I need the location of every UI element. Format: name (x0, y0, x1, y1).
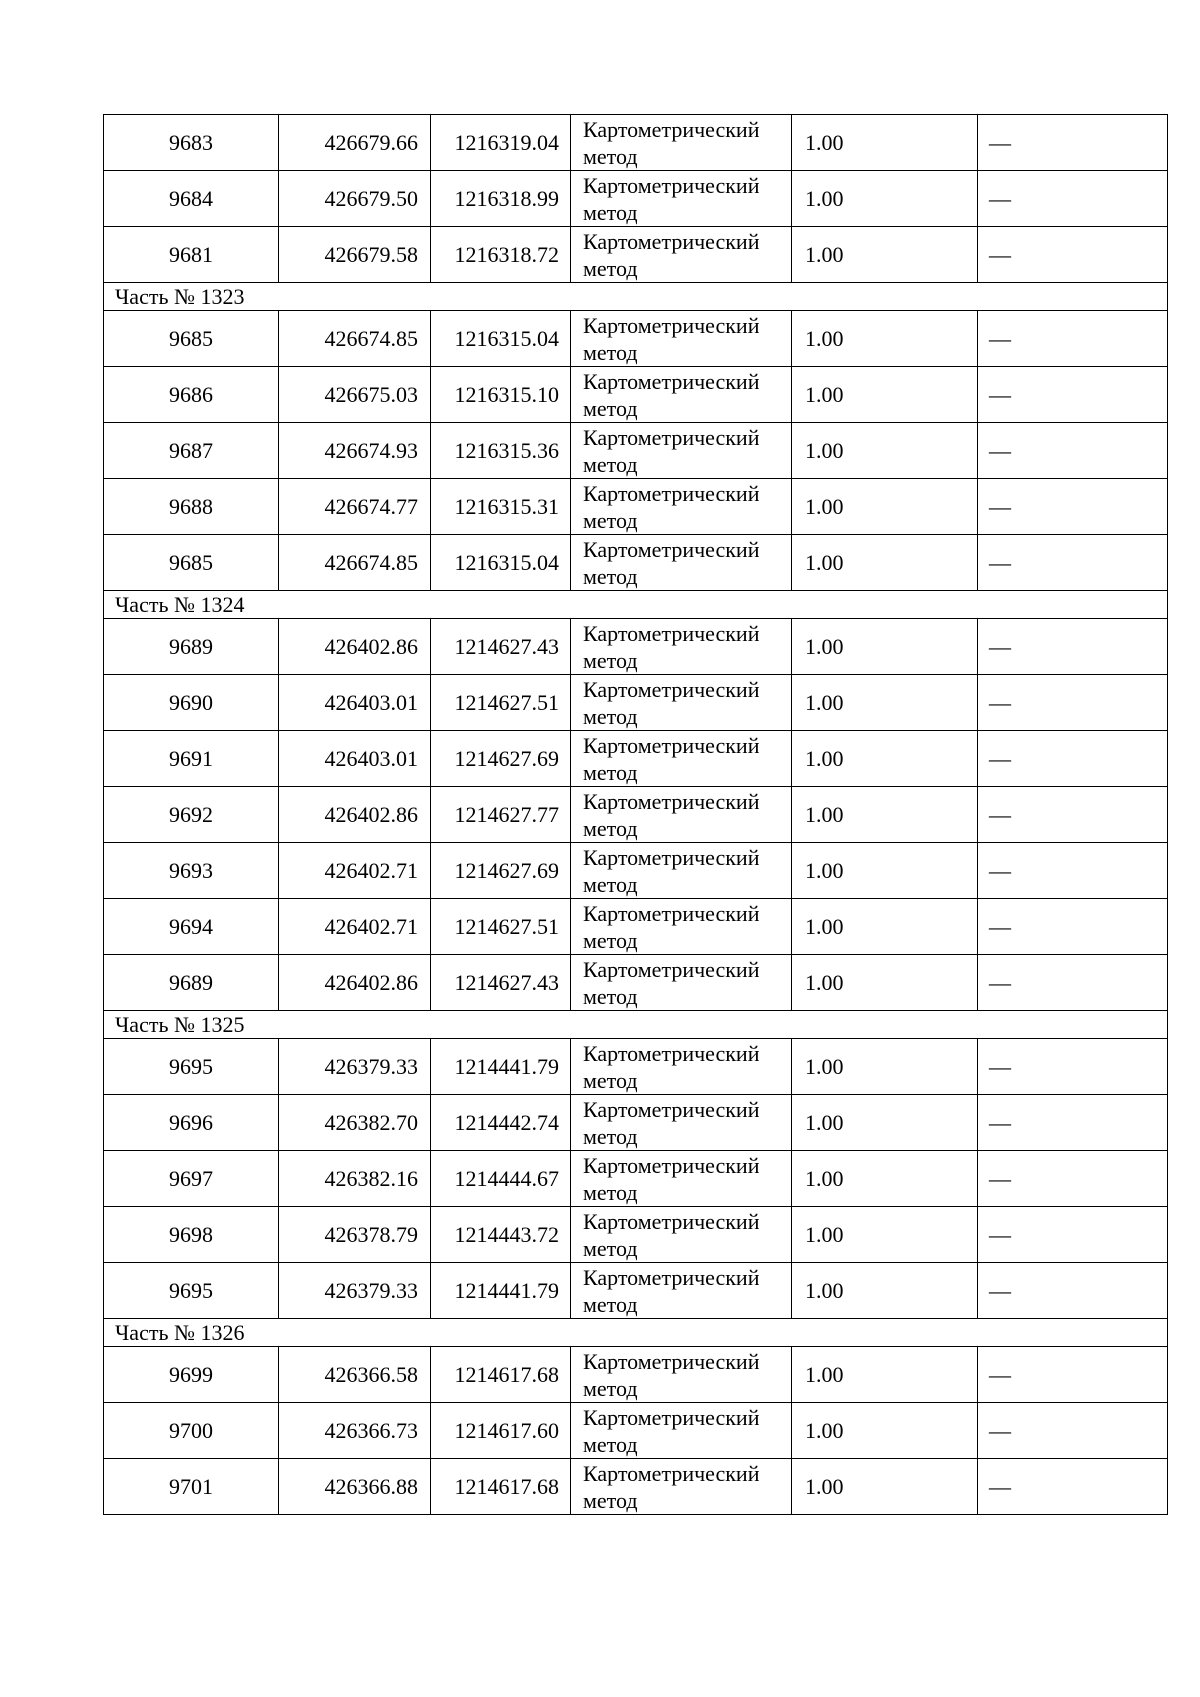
coordinates-table (103, 114, 1168, 1515)
point-number-cell: 9698 (104, 1207, 279, 1263)
accuracy-cell: 1.00 (792, 955, 978, 1011)
table-row (104, 1263, 1168, 1319)
method-cell (571, 1263, 792, 1319)
note-cell (978, 1151, 1168, 1207)
accuracy-cell: 1.00 (792, 479, 978, 535)
table-row (104, 311, 1168, 367)
point-number-cell: 9691 (104, 731, 279, 787)
accuracy-cell: 1.00 (792, 1403, 978, 1459)
table-row (104, 535, 1168, 591)
table-row (104, 843, 1168, 899)
table-row (104, 675, 1168, 731)
accuracy-cell: 1.00 (792, 115, 978, 171)
method-text-line-2: метод (583, 1291, 638, 1317)
method-text-line-2: метод (583, 507, 638, 533)
note-dash: — (989, 1277, 1011, 1303)
x-coordinate-cell: 426674.77 (279, 479, 431, 535)
x-coordinate-cell: 426674.85 (279, 311, 431, 367)
accuracy-cell: 1.00 (792, 619, 978, 675)
x-coordinate-cell: 426675.03 (279, 367, 431, 423)
x-coordinate-cell: 426403.01 (279, 731, 431, 787)
accuracy-cell: 1.00 (792, 1263, 978, 1319)
note-cell (978, 115, 1168, 171)
y-coordinate-cell: 1214617.68 (431, 1347, 571, 1403)
method-cell (571, 675, 792, 731)
method-cell (571, 1347, 792, 1403)
point-number-cell: 9695 (104, 1263, 279, 1319)
method-cell (571, 479, 792, 535)
note-cell (978, 1459, 1168, 1515)
section-label: Часть № 1324 (104, 591, 1168, 619)
method-text-line-1: Картометрический (583, 956, 760, 982)
accuracy-cell: 1.00 (792, 423, 978, 479)
table-row (104, 619, 1168, 675)
y-coordinate-cell: 1214443.72 (431, 1207, 571, 1263)
method-cell (571, 227, 792, 283)
table-row (104, 955, 1168, 1011)
method-text-line-1: Картометрический (583, 536, 760, 562)
point-number-cell: 9684 (104, 171, 279, 227)
method-text-line-2: метод (583, 143, 638, 169)
y-coordinate-cell: 1216318.72 (431, 227, 571, 283)
method-cell (571, 787, 792, 843)
method-text-line-1: Картометрический (583, 620, 760, 646)
method-cell (571, 955, 792, 1011)
method-cell (571, 367, 792, 423)
method-text-line-1: Картометрический (583, 1264, 760, 1290)
point-number-cell: 9694 (104, 899, 279, 955)
accuracy-cell: 1.00 (792, 731, 978, 787)
method-text-line-1: Картометрический (583, 228, 760, 254)
point-number-cell: 9689 (104, 955, 279, 1011)
note-dash: — (989, 689, 1011, 715)
point-number-cell: 9695 (104, 1039, 279, 1095)
method-cell (571, 1095, 792, 1151)
note-dash: — (989, 913, 1011, 939)
y-coordinate-cell: 1214444.67 (431, 1151, 571, 1207)
method-text-line-2: метод (583, 983, 638, 1009)
method-text-line-2: метод (583, 563, 638, 589)
note-cell (978, 1095, 1168, 1151)
note-cell (978, 171, 1168, 227)
point-number-cell: 9699 (104, 1347, 279, 1403)
method-text-line-1: Картометрический (583, 116, 760, 142)
table-row (104, 115, 1168, 171)
method-text-line-1: Картометрический (583, 676, 760, 702)
note-cell (978, 227, 1168, 283)
point-number-cell: 9692 (104, 787, 279, 843)
y-coordinate-cell: 1214627.43 (431, 619, 571, 675)
method-text-line-1: Картометрический (583, 900, 760, 926)
point-number-cell: 9697 (104, 1151, 279, 1207)
accuracy-cell: 1.00 (792, 1459, 978, 1515)
method-cell (571, 115, 792, 171)
note-cell (978, 1039, 1168, 1095)
method-text-line-1: Картометрический (583, 732, 760, 758)
x-coordinate-cell: 426366.88 (279, 1459, 431, 1515)
table-row (104, 1459, 1168, 1515)
accuracy-cell: 1.00 (792, 843, 978, 899)
section-label: Часть № 1325 (104, 1011, 1168, 1039)
note-dash: — (989, 1473, 1011, 1499)
method-text-line-1: Картометрический (583, 312, 760, 338)
method-text-line-2: метод (583, 927, 638, 953)
accuracy-cell: 1.00 (792, 535, 978, 591)
note-cell (978, 731, 1168, 787)
method-cell (571, 311, 792, 367)
x-coordinate-cell: 426402.86 (279, 619, 431, 675)
note-dash: — (989, 1221, 1011, 1247)
note-dash: — (989, 381, 1011, 407)
table-row (104, 479, 1168, 535)
section-header-row (104, 1319, 1168, 1347)
accuracy-cell: 1.00 (792, 1095, 978, 1151)
x-coordinate-cell: 426679.58 (279, 227, 431, 283)
method-cell (571, 619, 792, 675)
method-text-line-1: Картометрический (583, 1404, 760, 1430)
note-cell (978, 367, 1168, 423)
point-number-cell: 9696 (104, 1095, 279, 1151)
x-coordinate-cell: 426402.71 (279, 899, 431, 955)
method-text-line-1: Картометрический (583, 1460, 760, 1486)
table-row (104, 1347, 1168, 1403)
method-cell (571, 843, 792, 899)
note-cell (978, 843, 1168, 899)
section-label: Часть № 1326 (104, 1319, 1168, 1347)
method-text-line-2: метод (583, 703, 638, 729)
method-text-line-2: метод (583, 451, 638, 477)
section-label: Часть № 1323 (104, 283, 1168, 311)
y-coordinate-cell: 1214617.68 (431, 1459, 571, 1515)
x-coordinate-cell: 426674.85 (279, 535, 431, 591)
note-dash: — (989, 1053, 1011, 1079)
method-cell (571, 171, 792, 227)
x-coordinate-cell: 426379.33 (279, 1263, 431, 1319)
method-cell (571, 899, 792, 955)
y-coordinate-cell: 1216315.31 (431, 479, 571, 535)
method-cell (571, 731, 792, 787)
note-dash: — (989, 185, 1011, 211)
accuracy-cell: 1.00 (792, 675, 978, 731)
table-row (104, 899, 1168, 955)
x-coordinate-cell: 426679.66 (279, 115, 431, 171)
point-number-cell: 9690 (104, 675, 279, 731)
table-row (104, 1403, 1168, 1459)
note-dash: — (989, 745, 1011, 771)
point-number-cell: 9683 (104, 115, 279, 171)
note-dash: — (989, 857, 1011, 883)
note-dash: — (989, 241, 1011, 267)
method-text-line-1: Картометрический (583, 480, 760, 506)
x-coordinate-cell: 426366.73 (279, 1403, 431, 1459)
table-row (104, 787, 1168, 843)
method-cell (571, 1039, 792, 1095)
x-coordinate-cell: 426382.16 (279, 1151, 431, 1207)
note-dash: — (989, 1109, 1011, 1135)
note-cell (978, 423, 1168, 479)
y-coordinate-cell: 1214627.51 (431, 899, 571, 955)
accuracy-cell: 1.00 (792, 899, 978, 955)
table-row (104, 1207, 1168, 1263)
note-dash: — (989, 129, 1011, 155)
note-dash: — (989, 1165, 1011, 1191)
note-dash: — (989, 437, 1011, 463)
point-number-cell: 9693 (104, 843, 279, 899)
method-cell (571, 1151, 792, 1207)
note-dash: — (989, 1361, 1011, 1387)
method-text-line-2: метод (583, 871, 638, 897)
method-text-line-1: Картометрический (583, 424, 760, 450)
table-row (104, 1039, 1168, 1095)
method-text-line-1: Картометрический (583, 368, 760, 394)
method-text-line-1: Картометрический (583, 1208, 760, 1234)
point-number-cell: 9688 (104, 479, 279, 535)
table-row (104, 731, 1168, 787)
x-coordinate-cell: 426679.50 (279, 171, 431, 227)
point-number-cell: 9685 (104, 535, 279, 591)
note-dash: — (989, 325, 1011, 351)
point-number-cell: 9685 (104, 311, 279, 367)
method-text-line-2: метод (583, 1067, 638, 1093)
method-text-line-2: метод (583, 1235, 638, 1261)
method-text-line-2: метод (583, 815, 638, 841)
table-row (104, 171, 1168, 227)
y-coordinate-cell: 1214627.43 (431, 955, 571, 1011)
method-text-line-1: Картометрический (583, 1348, 760, 1374)
x-coordinate-cell: 426379.33 (279, 1039, 431, 1095)
y-coordinate-cell: 1214627.51 (431, 675, 571, 731)
method-text-line-2: метод (583, 255, 638, 281)
method-text-line-2: метод (583, 1123, 638, 1149)
note-cell (978, 1263, 1168, 1319)
method-text-line-2: метод (583, 1375, 638, 1401)
x-coordinate-cell: 426378.79 (279, 1207, 431, 1263)
method-text-line-1: Картометрический (583, 1152, 760, 1178)
table-row (104, 1095, 1168, 1151)
y-coordinate-cell: 1214627.77 (431, 787, 571, 843)
y-coordinate-cell: 1214617.60 (431, 1403, 571, 1459)
x-coordinate-cell: 426366.58 (279, 1347, 431, 1403)
x-coordinate-cell: 426674.93 (279, 423, 431, 479)
note-cell (978, 1347, 1168, 1403)
method-cell (571, 1459, 792, 1515)
section-header-row (104, 591, 1168, 619)
x-coordinate-cell: 426403.01 (279, 675, 431, 731)
y-coordinate-cell: 1214627.69 (431, 731, 571, 787)
method-text-line-2: метод (583, 395, 638, 421)
accuracy-cell: 1.00 (792, 367, 978, 423)
note-cell (978, 619, 1168, 675)
accuracy-cell: 1.00 (792, 787, 978, 843)
point-number-cell: 9681 (104, 227, 279, 283)
note-cell (978, 955, 1168, 1011)
method-text-line-1: Картометрический (583, 1096, 760, 1122)
point-number-cell: 9689 (104, 619, 279, 675)
method-text-line-1: Картометрический (583, 844, 760, 870)
note-dash: — (989, 1417, 1011, 1443)
note-cell (978, 535, 1168, 591)
point-number-cell: 9686 (104, 367, 279, 423)
method-text-line-2: метод (583, 1431, 638, 1457)
method-cell (571, 423, 792, 479)
note-dash: — (989, 493, 1011, 519)
accuracy-cell: 1.00 (792, 1151, 978, 1207)
y-coordinate-cell: 1214627.69 (431, 843, 571, 899)
table-row (104, 1151, 1168, 1207)
y-coordinate-cell: 1214441.79 (431, 1263, 571, 1319)
point-number-cell: 9701 (104, 1459, 279, 1515)
y-coordinate-cell: 1216315.04 (431, 535, 571, 591)
method-text-line-2: метод (583, 1179, 638, 1205)
section-header-row (104, 1011, 1168, 1039)
note-cell (978, 1403, 1168, 1459)
method-text-line-2: метод (583, 647, 638, 673)
table-row (104, 423, 1168, 479)
method-cell (571, 535, 792, 591)
accuracy-cell: 1.00 (792, 1347, 978, 1403)
accuracy-cell: 1.00 (792, 1039, 978, 1095)
y-coordinate-cell: 1214442.74 (431, 1095, 571, 1151)
note-cell (978, 311, 1168, 367)
method-text-line-1: Картометрический (583, 172, 760, 198)
x-coordinate-cell: 426382.70 (279, 1095, 431, 1151)
method-text-line-2: метод (583, 1487, 638, 1513)
accuracy-cell: 1.00 (792, 227, 978, 283)
note-cell (978, 899, 1168, 955)
y-coordinate-cell: 1216315.10 (431, 367, 571, 423)
note-cell (978, 787, 1168, 843)
point-number-cell: 9700 (104, 1403, 279, 1459)
method-text-line-2: метод (583, 199, 638, 225)
note-dash: — (989, 969, 1011, 995)
section-header-row (104, 283, 1168, 311)
method-text-line-1: Картометрический (583, 788, 760, 814)
y-coordinate-cell: 1216319.04 (431, 115, 571, 171)
note-cell (978, 1207, 1168, 1263)
table-row (104, 367, 1168, 423)
method-cell (571, 1403, 792, 1459)
y-coordinate-cell: 1216315.04 (431, 311, 571, 367)
note-dash: — (989, 801, 1011, 827)
accuracy-cell: 1.00 (792, 1207, 978, 1263)
note-dash: — (989, 549, 1011, 575)
coordinates-table-body (104, 115, 1168, 1515)
x-coordinate-cell: 426402.71 (279, 843, 431, 899)
note-cell (978, 479, 1168, 535)
x-coordinate-cell: 426402.86 (279, 787, 431, 843)
x-coordinate-cell: 426402.86 (279, 955, 431, 1011)
y-coordinate-cell: 1216318.99 (431, 171, 571, 227)
method-cell (571, 1207, 792, 1263)
note-cell (978, 675, 1168, 731)
y-coordinate-cell: 1214441.79 (431, 1039, 571, 1095)
point-number-cell: 9687 (104, 423, 279, 479)
method-text-line-1: Картометрический (583, 1040, 760, 1066)
accuracy-cell: 1.00 (792, 311, 978, 367)
method-text-line-2: метод (583, 339, 638, 365)
accuracy-cell: 1.00 (792, 171, 978, 227)
note-dash: — (989, 633, 1011, 659)
method-text-line-2: метод (583, 759, 638, 785)
table-row (104, 227, 1168, 283)
y-coordinate-cell: 1216315.36 (431, 423, 571, 479)
